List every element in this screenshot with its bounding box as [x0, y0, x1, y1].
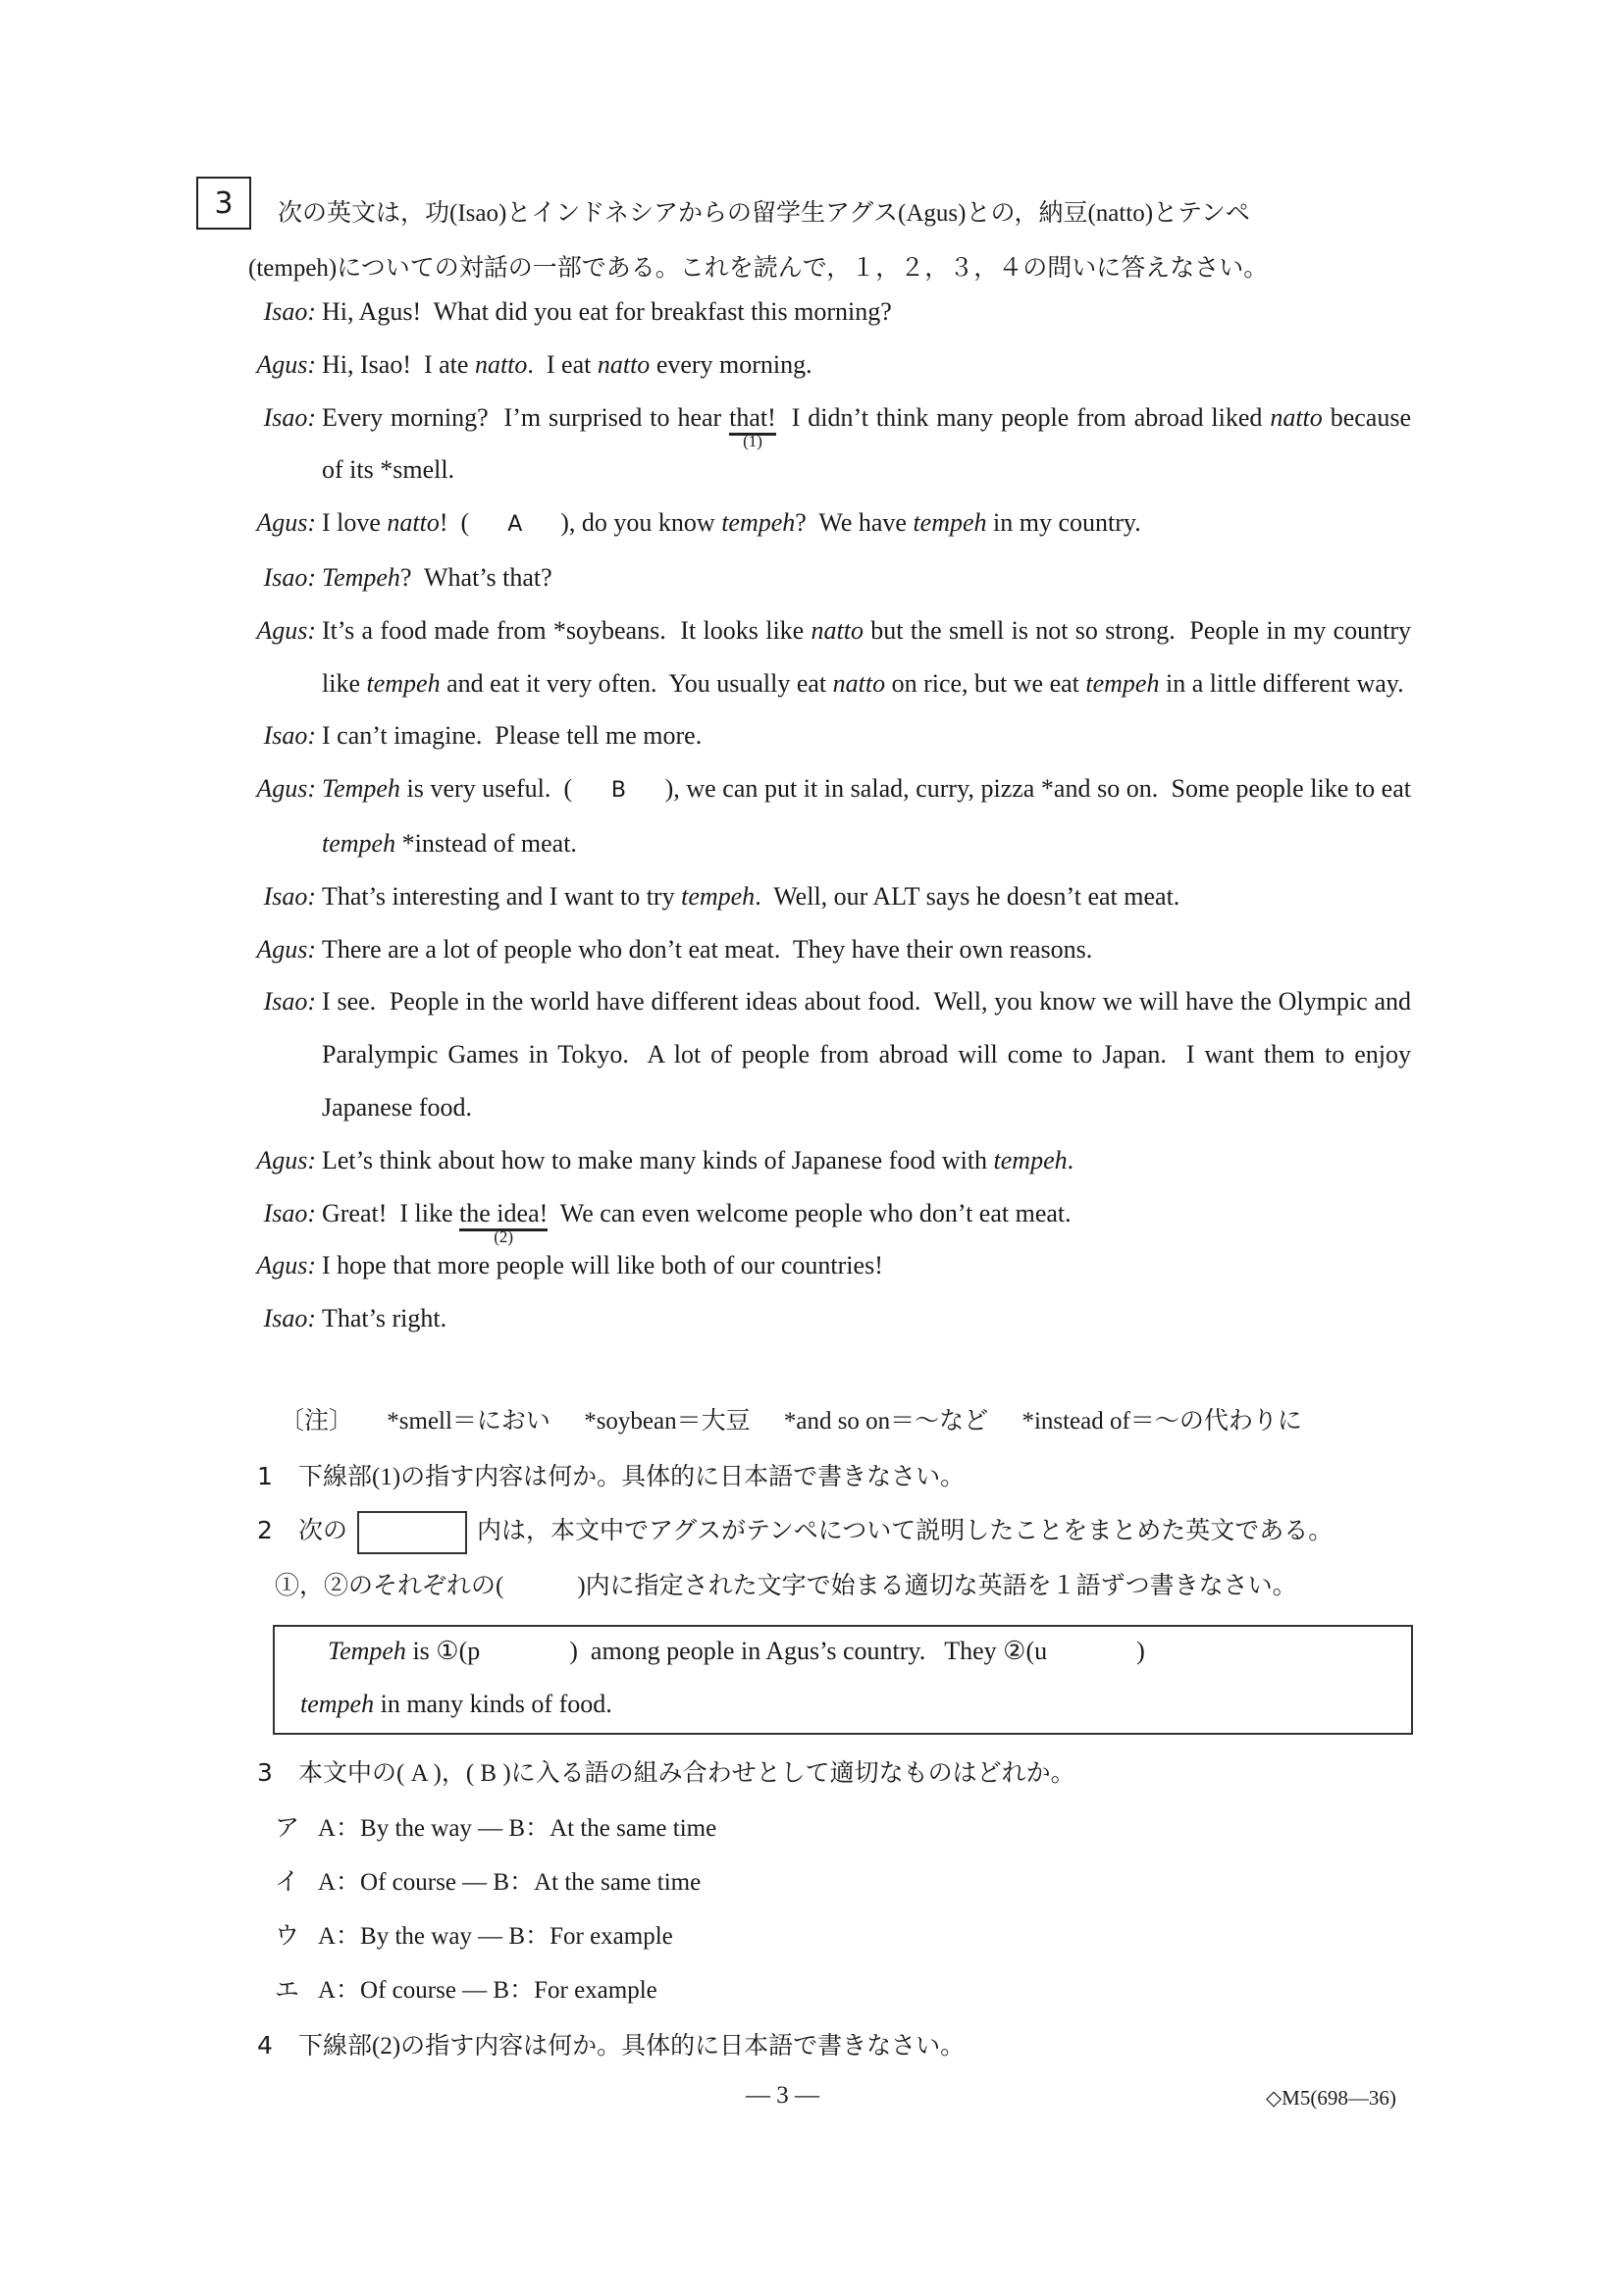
italic-word: tempeh [913, 508, 987, 538]
box-symbol [357, 1511, 467, 1554]
speaker-label: Agus: [256, 615, 316, 645]
speaker-label: Isao: [263, 297, 316, 326]
question-3 [257, 1753, 1075, 1789]
dialogue-text: I see. People in the world have different ideas about food. Well, you know we will have the Olympic and Paralympic Games in Tokyo. A lot of people from abroad will come to Japan. I want them to enjoy Japanese food. [322, 987, 1418, 1122]
dialogue-text: I didn’t think many people from abroad liked [775, 402, 1271, 432]
dialogue-text: every morning. [650, 349, 812, 379]
option-text: A：Of course ― B：At the same time [318, 1869, 702, 1896]
summary-italic: Tempeh [328, 1637, 406, 1665]
option-e [275, 1970, 657, 2006]
summary-text: is ①(p ) among people in Agus’s country. They ②(u ) [405, 1637, 1145, 1665]
option-a [275, 1808, 716, 1844]
italic-word: natto [1270, 402, 1323, 432]
dialogue-line [0, 604, 1418, 710]
dialogue-text: There are a lot of people who don’t eat meat. They have their own reasons. [322, 934, 1093, 964]
underlined-phrase [459, 1198, 549, 1246]
footnote: *smell＝におい [387, 1408, 550, 1435]
italic-word: tempeh [681, 881, 756, 911]
italic-word: tempeh [993, 1145, 1068, 1174]
speaker-label: Agus: [256, 349, 316, 379]
dialogue-text: ? We have [795, 508, 914, 538]
speaker-label: Agus: [256, 934, 316, 964]
dialogue [0, 286, 1623, 1345]
dialogue-text: . [1067, 1145, 1074, 1174]
italic-word: tempeh [721, 508, 796, 538]
footnote: *and so on＝～など [783, 1408, 989, 1435]
speaker-label: Isao: [263, 1198, 316, 1227]
dialogue-line [0, 1134, 1411, 1187]
option-key: ウ [275, 1923, 300, 1950]
summary-italic: tempeh [300, 1690, 375, 1718]
summary-line-2 [300, 1690, 612, 1719]
question-4 [257, 2026, 965, 2061]
summary-line-1 [328, 1637, 1145, 1666]
dialogue-text: That’s interesting and I want to try [322, 881, 682, 911]
dialogue-text: ! ( [439, 508, 508, 538]
speaker-label: Agus: [256, 774, 316, 804]
underlined-text: the idea! [459, 1198, 549, 1227]
dialogue-text: on rice, but we eat [885, 668, 1086, 698]
dialogue-text: but the smell is not so strong. People in my country like [322, 615, 1418, 698]
dialogue-text: It’s a food made from *soybeans. It looks like [322, 615, 812, 645]
speaker-label: Isao: [263, 881, 316, 911]
dialogue-line [0, 762, 1418, 870]
dialogue-line [0, 870, 1411, 923]
option-key: イ [275, 1869, 300, 1896]
question-text: 内は，本文中でアグスがテンペについて説明したことをまとめた英文である。 [477, 1518, 1334, 1544]
question-text: 下線部(1)の指す内容は何か。具体的に日本語で書きなさい。 [298, 1464, 966, 1490]
dialogue-text: We can even welcome people who don’t eat meat. [548, 1198, 1072, 1227]
dialogue-text: Hi, Agus! What did you eat for breakfast this morning? [322, 297, 892, 326]
italic-word: natto [597, 349, 651, 379]
speaker-label: Isao: [263, 1304, 316, 1333]
exam-code: ◇M5(698―36) [1266, 2086, 1396, 2110]
footnote: *instead of＝～の代わりに [1021, 1408, 1302, 1435]
speaker-label: Isao: [263, 562, 316, 592]
dialogue-text: I hope that more people will like both of our countries! [322, 1251, 883, 1280]
dialogue-text: in my country. [986, 508, 1141, 538]
dialogue-line [0, 975, 1418, 1133]
underlined-phrase [729, 402, 776, 450]
italic-word: natto [474, 349, 528, 379]
summary-box [273, 1625, 1413, 1735]
italic-word: tempeh [1085, 668, 1160, 698]
blank-label: A [507, 512, 523, 538]
dialogue-text: in a little different way. [1159, 668, 1404, 698]
italic-word: Tempeh [322, 774, 400, 804]
dialogue-text: I love [322, 508, 388, 538]
underline-marker: (2) [494, 1226, 514, 1246]
speaker-label: Agus: [256, 1145, 316, 1174]
option-u [275, 1916, 673, 1952]
dialogue-line [0, 496, 1411, 551]
speaker-label: Isao: [263, 402, 316, 432]
question-number: 3 [257, 1758, 273, 1787]
dialogue-text: is very useful. ( [399, 774, 611, 804]
question-2-line-2: ①，②のそれぞれの( )内に指定された文字で始まる適切な英語を１語ずつ書きなさい。 [275, 1573, 1297, 1599]
dialogue-text: . I eat [527, 349, 598, 379]
option-text: A：By the way ― B：At the same time [318, 1815, 717, 1842]
question-text: 次の [298, 1518, 348, 1544]
question-number: 1 [257, 1462, 273, 1490]
dialogue-text: Let’s think about how to make many kinds of Japanese food with [322, 1145, 994, 1174]
dialogue-line [0, 1239, 1411, 1292]
question-1 [257, 1457, 965, 1492]
underlined-text: that! [729, 402, 776, 432]
speaker-label: Isao: [263, 987, 316, 1017]
italic-word: natto [387, 508, 440, 538]
blank-label: B [610, 778, 626, 804]
question-number: 2 [257, 1516, 273, 1544]
option-i [275, 1862, 701, 1898]
dialogue-line [0, 923, 1411, 976]
footnote: *soybean＝大豆 [584, 1408, 751, 1435]
option-key: ア [275, 1815, 300, 1842]
dialogue-text: *instead of meat. [395, 828, 577, 858]
question-text: 下線部(2)の指す内容は何か。具体的に日本語で書きなさい。 [298, 2033, 966, 2060]
dialogue-line [0, 1292, 1411, 1345]
speaker-label: Agus: [256, 1251, 316, 1280]
dialogue-line [0, 391, 1418, 497]
italic-word: tempeh [322, 828, 396, 858]
instructions [248, 186, 1416, 296]
dialogue-line [0, 1187, 1411, 1246]
underline-marker: (1) [743, 431, 762, 450]
dialogue-line [0, 339, 1411, 391]
question-number: 4 [257, 2031, 273, 2060]
speaker-label: Isao: [263, 721, 316, 751]
dialogue-text: and eat it very often. You usually eat [440, 668, 833, 698]
instructions-line-1: 次の英文は，功(Isao)とインドネシアからの留学生アグス(Agus)との，納豆(natto)とテンペ [278, 200, 1250, 227]
dialogue-text: Great! I like [322, 1198, 460, 1227]
option-key: エ [275, 1977, 300, 2004]
dialogue-text: ), we can put it in salad, curry, pizza *and so on. Some people like to eat [625, 774, 1418, 804]
option-text: A：By the way ― B：For example [318, 1923, 673, 1950]
question-number-box: 3 [196, 177, 251, 230]
italic-word: natto [832, 668, 886, 698]
dialogue-line [0, 551, 1411, 604]
summary-text: in many kinds of food. [374, 1690, 612, 1718]
dialogue-line [0, 286, 1411, 339]
dialogue-text: . Well, our ALT says he doesn’t eat meat. [755, 881, 1180, 911]
question-text: 本文中の( A )，( B )に入る語の組み合わせとして適切なものはどれか。 [298, 1760, 1075, 1787]
italic-word: tempeh [366, 668, 441, 698]
dialogue-text: ), do you know [522, 508, 722, 538]
dialogue-text: I can’t imagine. Please tell me more. [322, 721, 703, 751]
dialogue-text: Hi, Isao! I ate [322, 349, 475, 379]
dialogue-text: Every morning? I’m surprised to hear [322, 402, 730, 432]
speaker-label: Agus: [256, 508, 316, 538]
dialogue-text: because of its *smell. [322, 402, 1418, 485]
instructions-line-2: (tempeh)についての対話の一部である。これを読んで，１，２，３，４の問いに答えなさい。 [248, 255, 1269, 282]
dialogue-text: That’s right. [322, 1304, 447, 1333]
option-text: A：Of course ― B：For example [318, 1977, 657, 2004]
page-number: ― 3 ― [746, 2082, 819, 2109]
dialogue-line [0, 709, 1411, 762]
footnote-label: 〔注〕 [280, 1408, 354, 1435]
dialogue-text: ? What’s that? [399, 562, 552, 592]
question-2 [257, 1511, 1333, 1554]
italic-word: Tempeh [322, 562, 400, 592]
italic-word: natto [811, 615, 864, 645]
footnotes [280, 1401, 1330, 1436]
